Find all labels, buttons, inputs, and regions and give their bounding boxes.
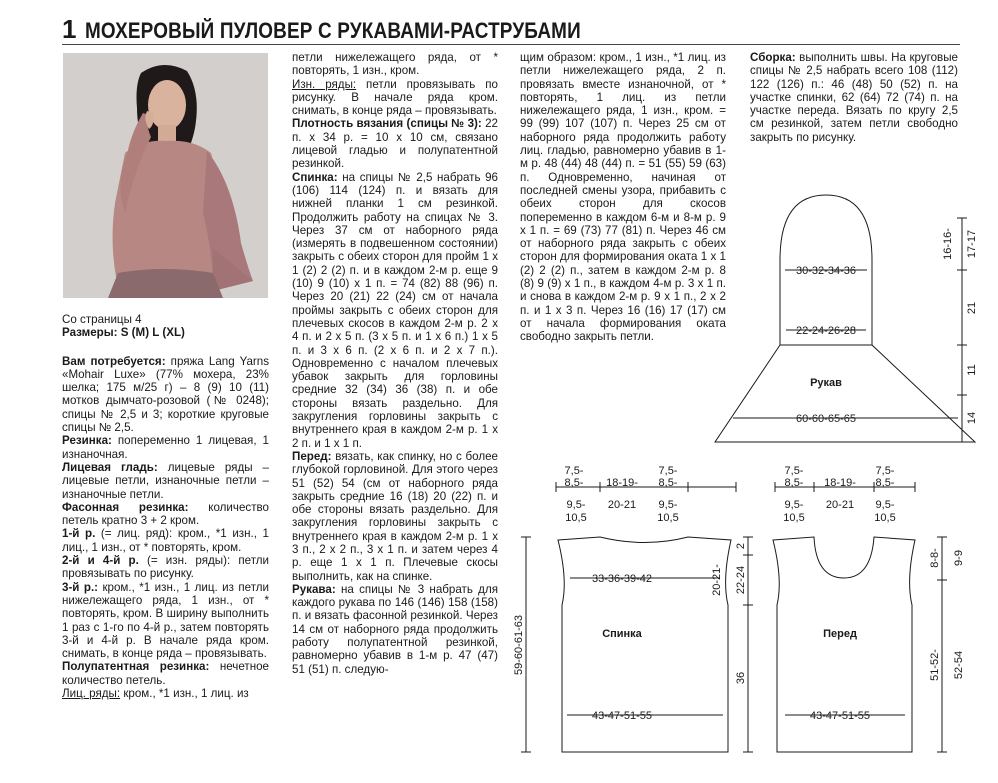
sleeve-top-width: 30-32-34-36 bbox=[796, 265, 856, 277]
gauge-heading: Плотность вязания (спицы № 3): bbox=[292, 117, 482, 131]
purl-rows-text: петли провязывать по рисунку. В начале ряда кром. снимать, в конце ряда – провязывать. bbox=[292, 77, 498, 118]
back-shoulder-right-1: 7,5- bbox=[658, 465, 678, 477]
front-shoulder-right-2: 8,5- bbox=[875, 477, 895, 489]
row24-heading: 2-й и 4-й р. bbox=[62, 554, 139, 568]
back-shoulder-low-right-1: 9,5- bbox=[658, 499, 678, 511]
back-text: на спицы № 2,5 набрать 96 (106) 114 (124) п. и вязать для нижней планки 1 см резинкой. Продолжить работу на спицах № 3. Через 37 см от наборного ряда (измерять в подвешенном состоянии) закрыть с обеих сторон для пройм 1 х 1 (2) 2 (2) п. и в каждом 2-м р. еще 9 (10) 9 (10) х 1 п. = 74 (82) 88 (96) п. Через 20 (21) 22 (24) см от начала проймы закрыть с обеих сторон для плечевых скосов в каждом 2-м р. 2 х 4 п. и 2 х 5 п. (3 х 5 п. и 1 х 6 п.) 1 х 5 п. и 3 х 6 п. (2 х 6 п. и 2 х 7 п.). Одновременно с началом плечевых убавок закрыть для горловины средние 32 (34) 36 (38) п. и обе стороны вязать раздельно. Для закругления горловины закрыть с внутреннего края в каждом 2-м р. 1 х 2 п. и 1 х 1 п. bbox=[292, 170, 498, 450]
face-rows-text: кром., *1 изн., 1 лиц. из bbox=[120, 687, 249, 701]
row1-heading: 1-й р. bbox=[62, 527, 96, 541]
back-label: Спинка bbox=[602, 628, 642, 640]
back-neck-height: 2 bbox=[735, 542, 747, 550]
sleeve-flare-height: 14 bbox=[966, 411, 978, 425]
fancy-rib-heading: Фасонная резинка: bbox=[62, 500, 189, 514]
front-shoulder-low-right-2: 10,5 bbox=[874, 512, 896, 524]
front-shoulder-left-2: 8,5- bbox=[784, 477, 804, 489]
front-neck-height-2: 9-9 bbox=[953, 550, 965, 566]
back-side-height: 36 bbox=[735, 671, 747, 685]
back-chest-width: 33-36-39-42 bbox=[592, 573, 652, 585]
row3-text: кром., *1 изн., 1 лиц. из петли нижележащего ряда, 1 изн., от * повторять, кром. В ширину выполнить 1 раз с 1-го по 4-й р., затем повторять 3-й и 4-й р. В начале ряда кром. снимать, в конце ряда – провязывать. bbox=[62, 580, 269, 661]
front-text: вязать, как спинку, но с более глубокой горловиной. Для этого через 51 (52) 54 (см от наборного ряда закрыть средние 16 (18) 20 (22) п. и обе стороны вязать раздельно. Для закругления горловины закрыть с внутреннего края в каждом 2-м р. 1 х 3 п., 2 х 2 п., 3 х 1 п. и затем через 4 р. еще 1 х 1 п. Плечевые скосы выполнить, как на спинке. bbox=[292, 449, 498, 583]
half-cardigan-text: нечетное количество петель. bbox=[62, 660, 269, 687]
assembly-text: выполнить швы. На круговые спицы № 2,5 набрать всего 108 (112) 122 (126) п.: 46 (48) 50 (52) п. на участке спинки, 62 (64) 72 (74) п. на участке переда. Вязать по кругу 2,5 см резинкой, затем петли свободно закрыть по рисунку. bbox=[750, 51, 958, 144]
front-neck-1: 18-19- bbox=[824, 477, 856, 489]
front-hem-width: 43-47-51-55 bbox=[810, 710, 870, 722]
sleeve-cap-height-1: 16-16- bbox=[942, 228, 954, 260]
sleeve-diagram bbox=[715, 195, 975, 442]
sleeve-mid-width: 22-24-26-28 bbox=[796, 325, 856, 337]
sleeve-label: Рукав bbox=[810, 377, 842, 389]
sleeve-heading: Рукава: bbox=[292, 582, 336, 596]
stockinette-heading: Лицевая гладь: bbox=[62, 460, 158, 474]
row24-text: (= изн. ряды): петли провязывать по рисунку. bbox=[62, 554, 269, 581]
sleeve-bottom-width: 60-60-65-65 bbox=[796, 413, 856, 425]
purl-rows-heading: Изн. ряды: bbox=[292, 77, 357, 91]
fancy-rib-text: количество петель кратно 3 + 2 кром. bbox=[62, 500, 269, 528]
front-heading: Перед: bbox=[292, 449, 332, 463]
stockinette-text: лицевые ряды – лицевые петли, изнаночные петли – изнаночные петли. bbox=[62, 460, 269, 501]
back-shoulder-low-left-1: 9,5- bbox=[566, 499, 586, 511]
col2-continuation: петли нижележащего ряда, от * повторять, 1 изн., кром. bbox=[292, 51, 498, 78]
back-armhole-height-2: 22-24 bbox=[735, 565, 747, 595]
materials-heading: Вам потребуется: bbox=[62, 354, 166, 368]
title-number: 1 bbox=[62, 14, 77, 44]
front-shoulder-low-right-1: 9,5- bbox=[875, 499, 895, 511]
back-shoulder-right-2: 8,5- bbox=[658, 477, 678, 489]
back-neck-2: 20-21 bbox=[607, 499, 637, 511]
rib-heading: Резинка: bbox=[62, 434, 112, 448]
back-total-height: 59-60-61-63 bbox=[513, 615, 525, 675]
row3-heading: 3-й р.: bbox=[62, 580, 99, 594]
back-shoulder-left-2: 8,5- bbox=[564, 477, 584, 489]
front-neck-2: 20-21 bbox=[825, 499, 855, 511]
front-shoulder-low-left-1: 9,5- bbox=[784, 499, 804, 511]
back-shoulder-low-left-2: 10,5 bbox=[565, 512, 587, 524]
front-shoulder-right-1: 7,5- bbox=[875, 465, 895, 477]
back-hem-width: 43-47-51-55 bbox=[592, 710, 652, 722]
sleeve-text: на спицы № 3 набрать для каждого рукава по 146 (146) 158 (158) п. и вязать фасонной резинкой. Через 14 см от наборного ряда продолжить работу полупатентной резинкой, равномерно убавив в 1-м р. 47 (47) 51 (51) п. следую- bbox=[292, 582, 498, 676]
rib-text: попеременно 1 лицевая, 1 изнаночная. bbox=[62, 434, 269, 461]
back-heading: Спинка: bbox=[292, 170, 338, 184]
from-page-note: Со страницы 4 bbox=[62, 313, 142, 326]
assembly-heading: Сборка: bbox=[750, 51, 796, 64]
front-total-height-2: 52-54 bbox=[953, 650, 965, 680]
title-text: МОХЕРОВЫЙ ПУЛОВЕР С РУКАВАМИ-РАСТРУБАМИ bbox=[84, 18, 581, 43]
back-shoulder-left-1: 7,5- bbox=[564, 465, 584, 477]
front-neck-height-1: 8-8- bbox=[929, 548, 941, 568]
half-cardigan-heading: Полупатентная резинка: bbox=[62, 660, 210, 674]
sleeve-cap-height-2: 17-17 bbox=[966, 229, 978, 259]
back-shoulder-low-right-2: 10,5 bbox=[657, 512, 679, 524]
gauge-text: 22 п. х 34 р. = 10 х 10 см, связано лицевой гладью и полупатентной резинкой. bbox=[292, 117, 498, 171]
front-shoulder-low-left-2: 10,5 bbox=[783, 512, 805, 524]
front-shoulder-left-1: 7,5- bbox=[784, 465, 804, 477]
sleeve-body-height: 21 bbox=[966, 301, 978, 315]
sizes-line: Размеры: S (M) L (XL) bbox=[62, 326, 185, 340]
front-total-height-1: 51-52- bbox=[929, 649, 941, 681]
back-armhole-height-1: 20-21- bbox=[711, 564, 723, 596]
sleeve-rib-height: 11 bbox=[966, 364, 978, 376]
face-rows-heading: Лиц. ряды: bbox=[62, 687, 121, 701]
front-label: Перед bbox=[823, 628, 857, 640]
col3-text: щим образом: кром., 1 изн., *1 лиц. из петли нижележащего ряда, 2 п. провязать вместе изнаночной, от * повторять, 1 лиц. из петли нижележащего ряда, 1 изн., кром. = 99 (99) 107 (107) п. Через 25 см от наборного ряда продолжить работу лиц. гладью, равномерно убавив в 1-м р. 48 (44) 48 (44) п. = 51 (55) 59 (63) п. Одновременно, начиная от последней смены узора, прибавить с обеих сторон для скосов попеременно в каждом 6-м и 8-м р. 9 х 1 п. = 69 (73) 77 (81) п. Через 46 см от наборного ряда закрыть с обеих сторон для формирования оката 1 х 1 (2) 2 (2) п., затем в каждом 2-м р. 8 (8) 9 (9) х 1 п., в каждом 4-м р. 3 х 1 п. и снова в каждом 2-м р. 9 х 1 п., 2 х 2 п. и 1 х 3 п. Через 16 (16) 17 (17) см от начала формирования оката свободно закрыть петли. bbox=[520, 51, 726, 344]
back-neck-1: 18-19- bbox=[606, 477, 638, 489]
materials-text: пряжа Lang Yarns «Mohair Luxe» (77% мохера, 23% шелка; 175 м/25 г) – 8 (9) 10 (11) мотков дымчато-розовой (№ 0248); спицы № 2,5 и 3; короткие круговые спицы № 2,5. bbox=[62, 354, 269, 435]
row1-text: (= лиц. ряд): кром., *1 изн., 1 лиц., 1 изн., от * повторять, кром. bbox=[62, 527, 269, 554]
